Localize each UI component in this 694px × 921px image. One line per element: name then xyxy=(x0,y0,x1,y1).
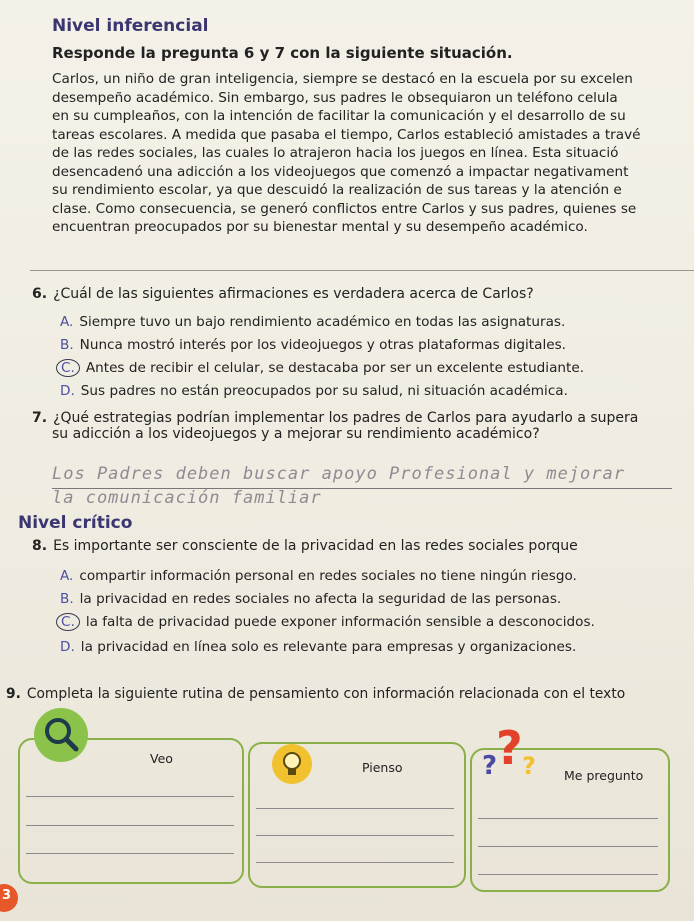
box-answer-line[interactable] xyxy=(256,808,454,809)
box-title-pienso: Pienso xyxy=(362,760,403,775)
option-letter-circled: C. xyxy=(56,613,80,631)
reading-passage xyxy=(52,70,682,237)
option-letter: D. xyxy=(60,639,75,655)
q8-option-b[interactable] xyxy=(60,591,561,607)
passage-line: encuentran preocupados por su bienestar mental y su desempeño académico. xyxy=(52,219,588,235)
passage-line: Carlos, un niño de gran inteligencia, siempre se destacó en la escuela por su excelen xyxy=(52,71,633,87)
question-9 xyxy=(6,686,625,702)
box-title-veo: Veo xyxy=(150,751,173,766)
option-text: Siempre tuvo un bajo rendimiento académico en todas las asignaturas. xyxy=(79,314,566,330)
question-number: 8. xyxy=(32,538,48,554)
q8-option-d[interactable] xyxy=(60,639,576,655)
q8-option-c-selected[interactable] xyxy=(60,614,595,630)
question-text: Completa la siguiente rutina de pensamiento con información relacionada con el texto xyxy=(26,686,626,702)
question-number: 6. xyxy=(32,286,48,302)
box-answer-line[interactable] xyxy=(26,796,234,797)
q6-option-d[interactable] xyxy=(60,383,568,399)
passage-line: desencadenó una adicción a los videojuegos que comenzó a impactar negativament xyxy=(52,163,629,180)
option-letter: B. xyxy=(60,591,74,607)
option-text: Antes de recibir el celular, se destacaba por ser un excelente estudiante. xyxy=(85,360,585,376)
box-answer-line[interactable] xyxy=(478,874,658,875)
box-title-me-pregunto: Me pregunto xyxy=(564,768,644,783)
lightbulb-icon xyxy=(270,742,314,790)
box-answer-line[interactable] xyxy=(256,835,454,836)
option-text: Nunca mostró interés por los videojuegos y otras plataformas digitales. xyxy=(79,337,566,353)
passage-line: tareas escolares. A medida que pasaba el tiempo, Carlos estableció amistades a travé xyxy=(52,126,641,143)
question-6 xyxy=(32,286,534,302)
option-text: compartir información personal en redes sociales no tiene ningún riesgo. xyxy=(79,568,577,584)
magnifier-icon xyxy=(32,706,90,768)
question-text: Es importante ser consciente de la privacidad en las redes sociales porque xyxy=(53,538,578,554)
svg-text:?: ? xyxy=(496,721,523,775)
option-text: la privacidad en línea solo es relevante para empresas y organizaciones. xyxy=(80,639,577,655)
svg-text:?: ? xyxy=(522,752,536,780)
heading-nivel-inferencial: Nivel inferencial xyxy=(52,16,209,36)
passage-line: su rendimiento escolar, ya que descuidó la realización de sus tareas y la atención e xyxy=(52,182,622,198)
instruction-text: Responde la pregunta 6 y 7 con la siguiente situación. xyxy=(52,44,513,62)
question-8 xyxy=(32,538,578,554)
q8-option-a[interactable] xyxy=(60,568,577,584)
svg-text:?: ? xyxy=(482,751,498,781)
option-text: la falta de privacidad puede exponer información sensible a desconocidos. xyxy=(85,614,595,630)
q6-option-a[interactable] xyxy=(60,314,565,330)
passage-line: en su cumpleaños, con la intención de facilitar la comunicación y el desarrollo de su xyxy=(52,108,626,124)
option-letter: B. xyxy=(60,337,74,353)
q6-option-c-selected[interactable] xyxy=(60,360,584,376)
option-text: Sus padres no están preocupados por su salud, ni situación académica. xyxy=(80,383,568,399)
handwritten-answer-line-2[interactable]: la comunicación familiar xyxy=(52,488,322,508)
q6-option-b[interactable] xyxy=(60,337,566,353)
handwritten-answer-line-1[interactable]: Los Padres deben buscar apoyo Profesional y mejorar xyxy=(52,464,625,484)
question-number: 9. xyxy=(6,686,21,702)
box-answer-line[interactable] xyxy=(26,825,234,826)
passage-line: de las redes sociales, las cuales lo atrajeron hacia los juegos en línea. Esta situació xyxy=(52,145,619,161)
option-letter: D. xyxy=(60,383,75,399)
box-answer-line[interactable] xyxy=(478,818,658,819)
option-letter: A. xyxy=(60,568,74,584)
page-number: 3 xyxy=(2,888,12,903)
question-number: 7. xyxy=(32,410,48,426)
question-marks-icon xyxy=(476,718,542,786)
question-7 xyxy=(32,410,682,442)
box-answer-line[interactable] xyxy=(256,862,454,863)
option-letter: A. xyxy=(60,314,74,330)
section-divider xyxy=(30,270,694,271)
passage-line: clase. Como consecuencia, se generó conflictos entre Carlos y sus padres, quienes se xyxy=(52,200,637,217)
question-text: ¿Cuál de las siguientes afirmaciones es verdadera acerca de Carlos? xyxy=(53,286,534,302)
heading-nivel-critico: Nivel crítico xyxy=(18,513,133,533)
box-answer-line[interactable] xyxy=(478,846,658,847)
question-text-cont: su adicción a los videojuegos y a mejorar su rendimiento académico? xyxy=(52,426,540,442)
passage-line: desempeño académico. Sin embargo, sus padres le obsequiaron un teléfono celula xyxy=(52,89,618,106)
option-letter-circled: C. xyxy=(56,359,80,377)
box-answer-line[interactable] xyxy=(26,853,234,854)
option-text: la privacidad en redes sociales no afecta la seguridad de las personas. xyxy=(79,591,562,607)
question-text: ¿Qué estrategias podrían implementar los padres de Carlos para ayudarlo a supera xyxy=(53,410,639,426)
